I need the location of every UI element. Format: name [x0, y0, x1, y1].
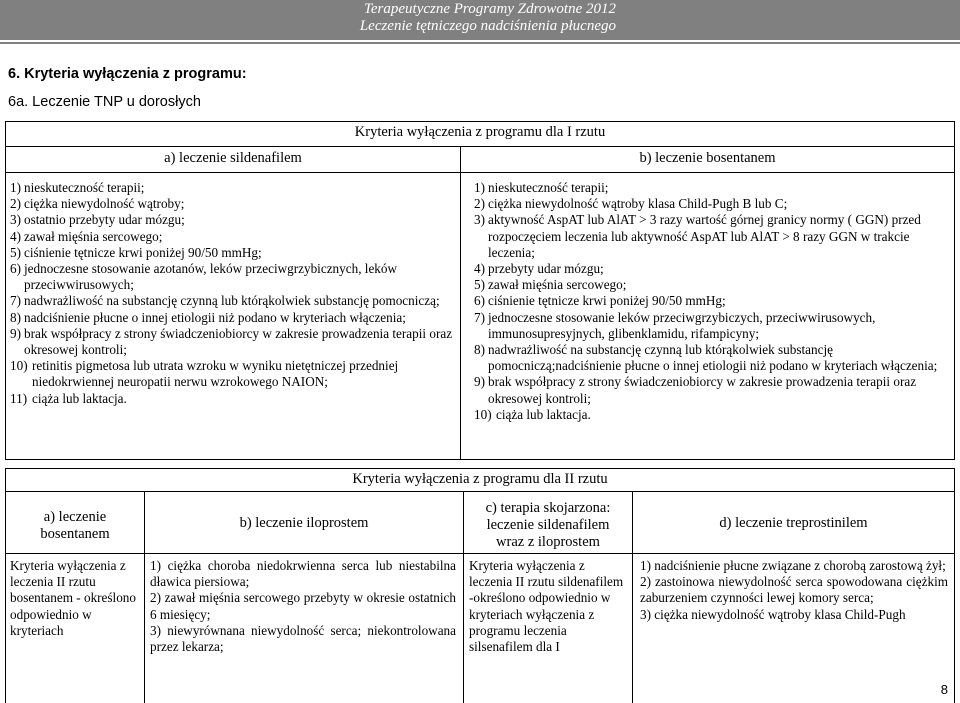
item-number: 6): [10, 261, 21, 277]
item-number: 8): [10, 309, 21, 325]
title-line: bosentanem: [40, 526, 110, 542]
list-item: [10, 180, 456, 196]
table2-title: Kryteria wyłączenia z programu dla II rzutu: [352, 471, 608, 487]
table1-col-a-list: [10, 180, 456, 407]
table2-col-d-title: d) leczenie treprostinilem: [719, 515, 868, 531]
list-item: [10, 326, 456, 358]
item-text: nadwrażliwość na substancję czynną lub którąkolwiek substancję pomocniczą;: [24, 293, 440, 309]
item-text: ciąża lub laktacja.: [496, 406, 591, 422]
table1-col-a-title: a) leczenie sildenafilem: [164, 150, 302, 166]
item-text: retinitis pigmetosa lub utrata wzroku w wyniku nietętniczej przedniej niedokrwiennej neuropatii nerwu wzrokowego NAION;: [32, 358, 399, 390]
item-number: 4): [10, 228, 21, 244]
item-text: aktywność AspAT lub AlAT > 3 razy wartość górnej granicy normy ( GGN) przed rozpoczęciem leczenia lub aktywność AspAT lub AlAT > 8 razy GGN w trakcie leczenia;: [488, 212, 921, 260]
table1-col-b-list: [474, 180, 948, 423]
item-number: 9): [474, 374, 485, 390]
page-number: 8: [940, 682, 948, 697]
section-subheading: 6a. Leczenie TNP u dorosłych: [8, 94, 201, 110]
item-text: ciśnienie tętnicze krwi poniżej 90/50 mmHg;: [488, 293, 726, 309]
item-text: nieskuteczność terapii;: [24, 180, 145, 195]
list-item: [150, 623, 456, 655]
title-line: a) leczenie: [43, 509, 107, 525]
list-item: [474, 261, 948, 277]
section-heading: 6. Kryteria wyłączenia z programu:: [8, 66, 247, 82]
item-text: nadwrażliwość na substancję czynną lub którąkolwiek substancję pomocniczą;nadciśnienie płucne o innej etiologii niż podano w kryteriach włączenia;: [488, 342, 938, 374]
list-item: [640, 558, 948, 574]
item-number: 3): [10, 212, 21, 228]
item-number: 1): [10, 180, 21, 195]
item-number: 3): [150, 622, 161, 638]
header-subtitle: Leczenie tętniczego nadciśnienia płucnego: [359, 18, 616, 34]
item-number: 7): [10, 293, 21, 309]
table2-col-c-title: [463, 500, 633, 551]
item-text: zawał mięśnia sercowego;: [24, 228, 163, 244]
item-number: 2): [474, 196, 485, 212]
table2-col-a-text: Kryteria wyłączenia z leczenia II rzutu bosentanem - określono odpowiednio w kryteriach: [10, 558, 136, 638]
item-text: ostatnio przebyty udar mózgu;: [24, 212, 185, 228]
list-item: [474, 277, 948, 293]
item-text: ciężka niewydolność wątroby klasa Child-Pugh B lub C;: [488, 196, 788, 212]
item-text: nadciśnienie płucne o innej etiologii niż podano w kryteriach włączenia;: [24, 309, 406, 325]
list-item: [474, 212, 948, 261]
list-item: [474, 342, 948, 374]
list-item: [10, 245, 456, 261]
list-item: [10, 310, 456, 326]
item-number: 3): [640, 606, 651, 622]
item-number: 2): [150, 590, 161, 606]
item-text: ciężka niewydolność wątroby;: [24, 196, 185, 212]
title-line: wraz z iloprostem: [496, 534, 600, 550]
list-item: [474, 374, 948, 406]
item-number: 2): [10, 196, 21, 212]
item-number: 3): [474, 212, 485, 228]
header-divider: [0, 42, 960, 44]
item-text: zawał mięśnia sercowego przebyty w okresie ostatnich 6 miesięcy;: [150, 590, 456, 622]
item-number: 11): [10, 390, 28, 406]
list-item: [474, 180, 948, 196]
list-item: [150, 590, 456, 622]
item-text: jednoczesne stosowanie azotanów, leków przeciwgrzybicznych, leków przeciwwirusowych;: [24, 261, 398, 293]
item-number: 10): [10, 358, 28, 374]
item-text: ciąża lub laktacja.: [32, 390, 127, 406]
item-text: ciężka niewydolność wątroby klasa Child-Pugh: [654, 606, 906, 622]
title-line: leczenie sildenafilem: [486, 517, 610, 533]
table2-col-a-title: [5, 509, 145, 543]
item-number: 10): [474, 406, 492, 422]
item-text: brak współpracy z strony świadczeniobiorcy w zakresie prowadzenia terapii oraz okresowej kontroli;: [488, 374, 917, 406]
list-item: [10, 196, 456, 212]
item-text: przebyty udar mózgu;: [488, 261, 604, 277]
list-item: [474, 407, 948, 423]
item-number: 9): [10, 325, 21, 341]
item-number: 6): [474, 293, 485, 309]
list-item: [10, 358, 456, 390]
item-text: zastoinowa niewydolność serca spowodowana ciężkim zaburzeniem czynności lewej komory serca;: [640, 574, 948, 606]
list-item: [474, 293, 948, 309]
item-number: 1): [150, 558, 161, 573]
item-number: 8): [474, 342, 485, 358]
item-number: 5): [10, 244, 21, 260]
table1-col-b-title: b) leczenie bosentanem: [639, 150, 776, 166]
item-number: 2): [640, 574, 651, 590]
page-header: [0, 0, 960, 40]
item-text: jednoczesne stosowanie leków przeciwgrzybiczych, przeciwwirusowych, immunosupresyjnych, glibenklamidu, rifampicyny;: [488, 309, 876, 341]
item-text: nadciśnienie płucne związane z chorobą zarostową żył;: [654, 558, 946, 573]
item-number: 1): [640, 558, 651, 573]
title-line: c) terapia skojarzona:: [485, 500, 611, 516]
list-item: [10, 391, 456, 407]
list-item: [640, 607, 948, 623]
item-text: niewyrównana niewydolność serca; niekontrolowana przez lekarza;: [150, 622, 456, 655]
list-item: [474, 196, 948, 212]
item-number: 5): [474, 277, 485, 293]
item-text: nieskuteczność terapii;: [488, 180, 609, 195]
list-item: [640, 574, 948, 606]
table2-col-d-list: [640, 558, 948, 623]
list-item: [10, 229, 456, 245]
item-text: ciężka choroba niedokrwienna serca lub niestabilna dławica piersiowa;: [150, 558, 457, 590]
header-title: Terapeutyczne Programy Zdrowotne 2012: [363, 1, 616, 17]
table2-col-b-title: b) leczenie iloprostem: [239, 515, 369, 531]
table2-col-b-list: [150, 558, 456, 655]
list-item: [10, 212, 456, 228]
table2-col-c-text: Kryteria wyłączenia z leczenia II rzutu sildenafilem -określono odpowiednio w kryteriach wyłączenia z programu leczenia silsenafilem dla I: [469, 558, 624, 655]
table1-title: Kryteria wyłączenia z programu dla I rzutu: [354, 124, 606, 140]
list-item: [10, 293, 456, 309]
list-item: [10, 261, 456, 293]
item-text: ciśnienie tętnicze krwi poniżej 90/50 mmHg;: [24, 244, 262, 260]
item-number: 1): [474, 180, 485, 195]
list-item: [474, 310, 948, 342]
item-number: 4): [474, 261, 485, 277]
item-text: brak współpracy z strony świadczeniobiorcy w zakresie prowadzenia terapii oraz okresowej kontroli;: [24, 325, 453, 358]
item-number: 7): [474, 309, 485, 325]
item-text: zawał mięśnia sercowego;: [488, 277, 627, 293]
list-item: [150, 558, 456, 590]
